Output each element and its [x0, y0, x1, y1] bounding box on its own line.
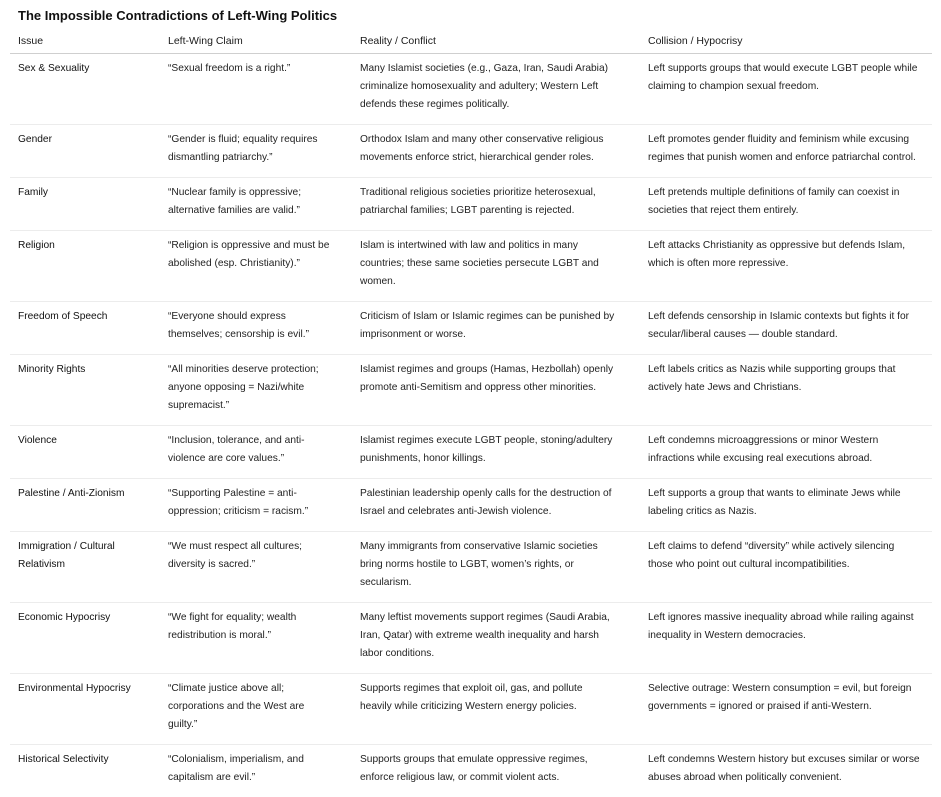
cell-line: labeling critics as Nazis.: [648, 503, 924, 521]
cell-line: those who point out cultural incompatibilities.: [648, 556, 924, 574]
cell-line: Left pretends multiple definitions of family can coexist in: [648, 184, 924, 202]
cell-line: Minority Rights: [18, 361, 152, 379]
cell-issue: [10, 426, 160, 479]
cell-line: governments = ignored or praised if anti-Western.: [648, 698, 924, 716]
cell-claim: [160, 426, 352, 479]
column-header-issue: Issue: [10, 29, 160, 54]
cell-line: Criticism of Islam or Islamic regimes can be punished by: [360, 308, 632, 326]
cell-line: Israel and celebrates anti-Jewish violence.: [360, 503, 632, 521]
cell-line: Sex & Sexuality: [18, 60, 152, 78]
cell-line: Left claims to defend “diversity” while actively silencing: [648, 538, 924, 556]
cell-reality: [352, 231, 640, 302]
cell-line: Orthodox Islam and many other conservative religious: [360, 131, 632, 149]
cell-line: punishments, honor killings.: [360, 450, 632, 468]
cell-collision: [640, 178, 932, 231]
cell-line: diversity is sacred.”: [168, 556, 344, 574]
cell-line: Left condemns microaggressions or minor Western: [648, 432, 924, 450]
cell-line: Traditional religious societies prioritize heterosexual,: [360, 184, 632, 202]
cell-line: Supports groups that emulate oppressive regimes,: [360, 751, 632, 769]
cell-claim: [160, 355, 352, 426]
cell-line: “Gender is fluid; equality requires: [168, 131, 344, 149]
table-row: [10, 674, 932, 745]
cell-line: Left promotes gender fluidity and feminism while excusing: [648, 131, 924, 149]
cell-issue: [10, 745, 160, 797]
cell-line: Historical Selectivity: [18, 751, 152, 769]
cell-line: abuses abroad when politically convenient.: [648, 769, 924, 787]
cell-collision: [640, 125, 932, 178]
table-row: [10, 479, 932, 532]
cell-line: alternative families are valid.”: [168, 202, 344, 220]
cell-line: Family: [18, 184, 152, 202]
cell-line: defends these regimes politically.: [360, 96, 632, 114]
table-row: [10, 745, 932, 797]
cell-line: enforce religious law, or commit violent acts.: [360, 769, 632, 787]
cell-line: Many Islamist societies (e.g., Gaza, Iran, Saudi Arabia): [360, 60, 632, 78]
cell-issue: [10, 479, 160, 532]
cell-line: Violence: [18, 432, 152, 450]
cell-reality: [352, 54, 640, 125]
cell-line: promote anti-Semitism and oppress other minorities.: [360, 379, 632, 397]
cell-line: corporations and the West are: [168, 698, 344, 716]
cell-issue: [10, 603, 160, 674]
cell-line: inequality in Western democracies.: [648, 627, 924, 645]
cell-line: societies that reject them entirely.: [648, 202, 924, 220]
cell-line: which is often more repressive.: [648, 255, 924, 273]
cell-issue: [10, 355, 160, 426]
cell-claim: [160, 603, 352, 674]
table-row: [10, 302, 932, 355]
cell-collision: [640, 745, 932, 797]
table-header-row: [10, 29, 932, 54]
cell-line: “Climate justice above all;: [168, 680, 344, 698]
cell-line: Left condemns Western history but excuses similar or worse: [648, 751, 924, 769]
cell-claim: [160, 302, 352, 355]
cell-line: “Everyone should express: [168, 308, 344, 326]
cell-line: “We must respect all cultures;: [168, 538, 344, 556]
cell-collision: [640, 479, 932, 532]
cell-collision: [640, 674, 932, 745]
table-row: [10, 355, 932, 426]
table-row: [10, 603, 932, 674]
cell-reality: [352, 355, 640, 426]
cell-line: Left supports a group that wants to eliminate Jews while: [648, 485, 924, 503]
cell-line: Gender: [18, 131, 152, 149]
cell-line: countries; these same societies persecute LGBT and: [360, 255, 632, 273]
cell-line: Left defends censorship in Islamic contexts but fights it for: [648, 308, 924, 326]
cell-line: secular/liberal causes — double standard.: [648, 326, 924, 344]
cell-line: themselves; censorship is evil.”: [168, 326, 344, 344]
cell-line: Left labels critics as Nazis while supporting groups that: [648, 361, 924, 379]
cell-line: capitalism are evil.”: [168, 769, 344, 787]
cell-line: regimes that punish women and enforce patriarchal control.: [648, 149, 924, 167]
cell-line: actively hate Jews and Christians.: [648, 379, 924, 397]
cell-line: Economic Hypocrisy: [18, 609, 152, 627]
table-row: [10, 125, 932, 178]
cell-reality: [352, 302, 640, 355]
cell-claim: [160, 745, 352, 797]
cell-issue: [10, 178, 160, 231]
cell-line: labor conditions.: [360, 645, 632, 663]
cell-reality: [352, 125, 640, 178]
cell-line: Many leftist movements support regimes (Saudi Arabia,: [360, 609, 632, 627]
cell-line: heavily while criticizing Western energy policies.: [360, 698, 632, 716]
cell-line: violence are core values.”: [168, 450, 344, 468]
cell-line: redistribution is moral.”: [168, 627, 344, 645]
column-header-reality: Reality / Conflict: [352, 29, 640, 54]
cell-reality: [352, 603, 640, 674]
cell-collision: [640, 532, 932, 603]
cell-line: Islamist regimes and groups (Hamas, Hezbollah) openly: [360, 361, 632, 379]
table-row: [10, 532, 932, 603]
cell-line: “Colonialism, imperialism, and: [168, 751, 344, 769]
cell-line: infractions while excusing real executions abroad.: [648, 450, 924, 468]
cell-line: Left supports groups that would execute LGBT people while: [648, 60, 924, 78]
cell-line: secularism.: [360, 574, 632, 592]
cell-line: Selective outrage: Western consumption = evil, but foreign: [648, 680, 924, 698]
cell-reality: [352, 674, 640, 745]
cell-line: “Sexual freedom is a right.”: [168, 60, 344, 78]
cell-line: Left attacks Christianity as oppressive but defends Islam,: [648, 237, 924, 255]
cell-collision: [640, 355, 932, 426]
cell-line: “Supporting Palestine = anti-: [168, 485, 344, 503]
cell-claim: [160, 178, 352, 231]
cell-line: “Religion is oppressive and must be: [168, 237, 344, 255]
cell-line: dismantling patriarchy.”: [168, 149, 344, 167]
cell-issue: [10, 532, 160, 603]
cell-line: abolished (esp. Christianity).”: [168, 255, 344, 273]
cell-line: Palestinian leadership openly calls for the destruction of: [360, 485, 632, 503]
cell-claim: [160, 125, 352, 178]
cell-claim: [160, 231, 352, 302]
cell-line: Palestine / Anti-Zionism: [18, 485, 152, 503]
cell-line: “Nuclear family is oppressive;: [168, 184, 344, 202]
cell-line: imprisonment or worse.: [360, 326, 632, 344]
cell-line: patriarchal families; LGBT parenting is rejected.: [360, 202, 632, 220]
cell-reality: [352, 426, 640, 479]
cell-line: claiming to champion sexual freedom.: [648, 78, 924, 96]
cell-line: supremacist.”: [168, 397, 344, 415]
cell-line: Immigration / Cultural: [18, 538, 152, 556]
cell-line: guilty.”: [168, 716, 344, 734]
contradictions-table: [10, 29, 932, 797]
cell-reality: [352, 745, 640, 797]
cell-collision: [640, 231, 932, 302]
cell-issue: [10, 231, 160, 302]
cell-claim: [160, 674, 352, 745]
cell-line: oppression; criticism = racism.”: [168, 503, 344, 521]
cell-line: movements enforce strict, hierarchical gender roles.: [360, 149, 632, 167]
cell-claim: [160, 479, 352, 532]
cell-line: criminalize homosexuality and adultery; Western Left: [360, 78, 632, 96]
cell-collision: [640, 302, 932, 355]
cell-line: Environmental Hypocrisy: [18, 680, 152, 698]
cell-issue: [10, 125, 160, 178]
table-row: [10, 426, 932, 479]
cell-claim: [160, 532, 352, 603]
cell-issue: [10, 54, 160, 125]
cell-line: Many immigrants from conservative Islamic societies: [360, 538, 632, 556]
cell-line: Left ignores massive inequality abroad while railing against: [648, 609, 924, 627]
cell-line: women.: [360, 273, 632, 291]
cell-line: Freedom of Speech: [18, 308, 152, 326]
column-header-collision: Collision / Hypocrisy: [640, 29, 932, 54]
cell-line: Religion: [18, 237, 152, 255]
table-body: [10, 54, 932, 797]
cell-reality: [352, 532, 640, 603]
column-header-claim: Left-Wing Claim: [160, 29, 352, 54]
cell-issue: [10, 302, 160, 355]
cell-line: Islamist regimes execute LGBT people, stoning/adultery: [360, 432, 632, 450]
cell-reality: [352, 479, 640, 532]
page-title: The Impossible Contradictions of Left-Wing Politics: [18, 8, 337, 23]
cell-claim: [160, 54, 352, 125]
cell-line: “Inclusion, tolerance, and anti-: [168, 432, 344, 450]
table-row: [10, 54, 932, 125]
cell-line: Islam is intertwined with law and politics in many: [360, 237, 632, 255]
cell-line: Supports regimes that exploit oil, gas, and pollute: [360, 680, 632, 698]
cell-issue: [10, 674, 160, 745]
cell-reality: [352, 178, 640, 231]
cell-line: anyone opposing = Nazi/white: [168, 379, 344, 397]
table-row: [10, 231, 932, 302]
cell-collision: [640, 54, 932, 125]
cell-line: Iran, Qatar) with extreme wealth inequality and harsh: [360, 627, 632, 645]
cell-line: “All minorities deserve protection;: [168, 361, 344, 379]
cell-collision: [640, 603, 932, 674]
table-row: [10, 178, 932, 231]
cell-line: “We fight for equality; wealth: [168, 609, 344, 627]
cell-collision: [640, 426, 932, 479]
cell-line: bring norms hostile to LGBT, women’s rights, or: [360, 556, 632, 574]
cell-line: Relativism: [18, 556, 152, 574]
